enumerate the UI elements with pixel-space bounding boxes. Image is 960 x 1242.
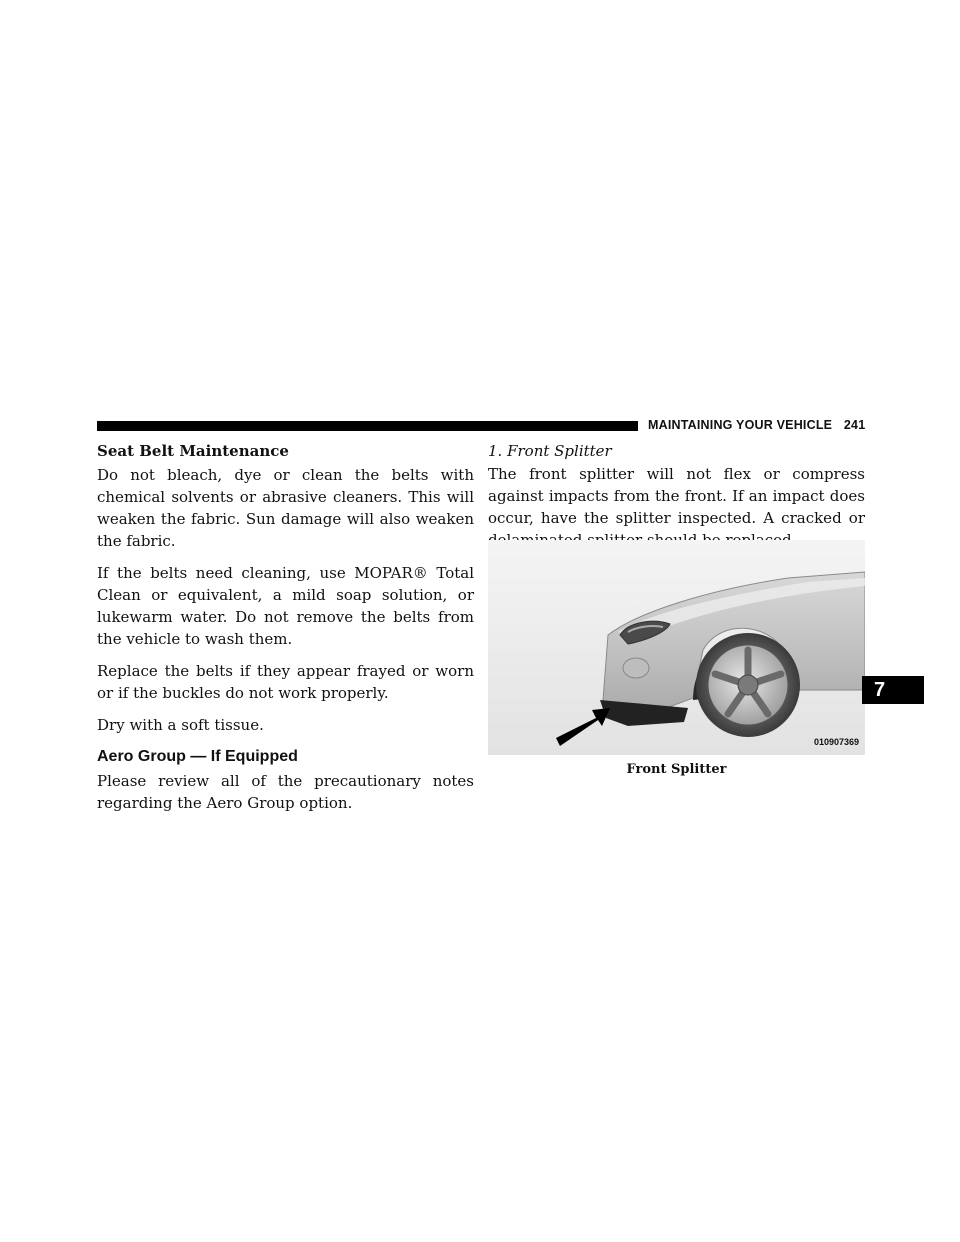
section-title: MAINTAINING YOUR VEHICLE bbox=[648, 418, 833, 432]
seat-belt-paragraph-1: Do not bleach, dye or clean the belts with chemical solvents or abrasive cleaners. This will weaken the fabric. Sun damage will also weaken the fabric. bbox=[97, 466, 474, 550]
aero-group-heading: Aero Group — If Equipped bbox=[97, 748, 298, 765]
seat-belt-paragraph-4: Dry with a soft tissue. bbox=[97, 716, 264, 734]
figure-id: 010907369 bbox=[813, 737, 859, 747]
seat-belt-paragraph-3: Replace the belts if they appear frayed or worn or if the buckles do not work properly. bbox=[97, 662, 474, 702]
page-number: 241 bbox=[843, 418, 866, 432]
running-header bbox=[648, 418, 865, 434]
figure-caption: Front Splitter bbox=[626, 762, 727, 777]
header-rule bbox=[97, 421, 638, 431]
left-column bbox=[97, 440, 474, 824]
front-splitter-figure bbox=[488, 540, 865, 755]
seat-belt-heading: Seat Belt Maintenance bbox=[97, 442, 289, 460]
car-front-illustration bbox=[488, 540, 865, 755]
chapter-tab: 7 bbox=[862, 676, 924, 704]
aero-group-paragraph: Please review all of the precautionary notes regarding the Aero Group option. bbox=[97, 772, 474, 812]
front-splitter-paragraph: The front splitter will not flex or compress against impacts from the front. If an impact does occur, have the splitter inspected. A cracked or bbox=[488, 465, 865, 527]
seat-belt-paragraph-2: If the belts need cleaning, use MOPAR® Total Clean or equivalent, a mild soap solution, or lukewarm water. Do not remove the belts from the vehicle to wash them. bbox=[97, 564, 474, 648]
front-splitter-heading: 1. Front Splitter bbox=[488, 442, 612, 460]
